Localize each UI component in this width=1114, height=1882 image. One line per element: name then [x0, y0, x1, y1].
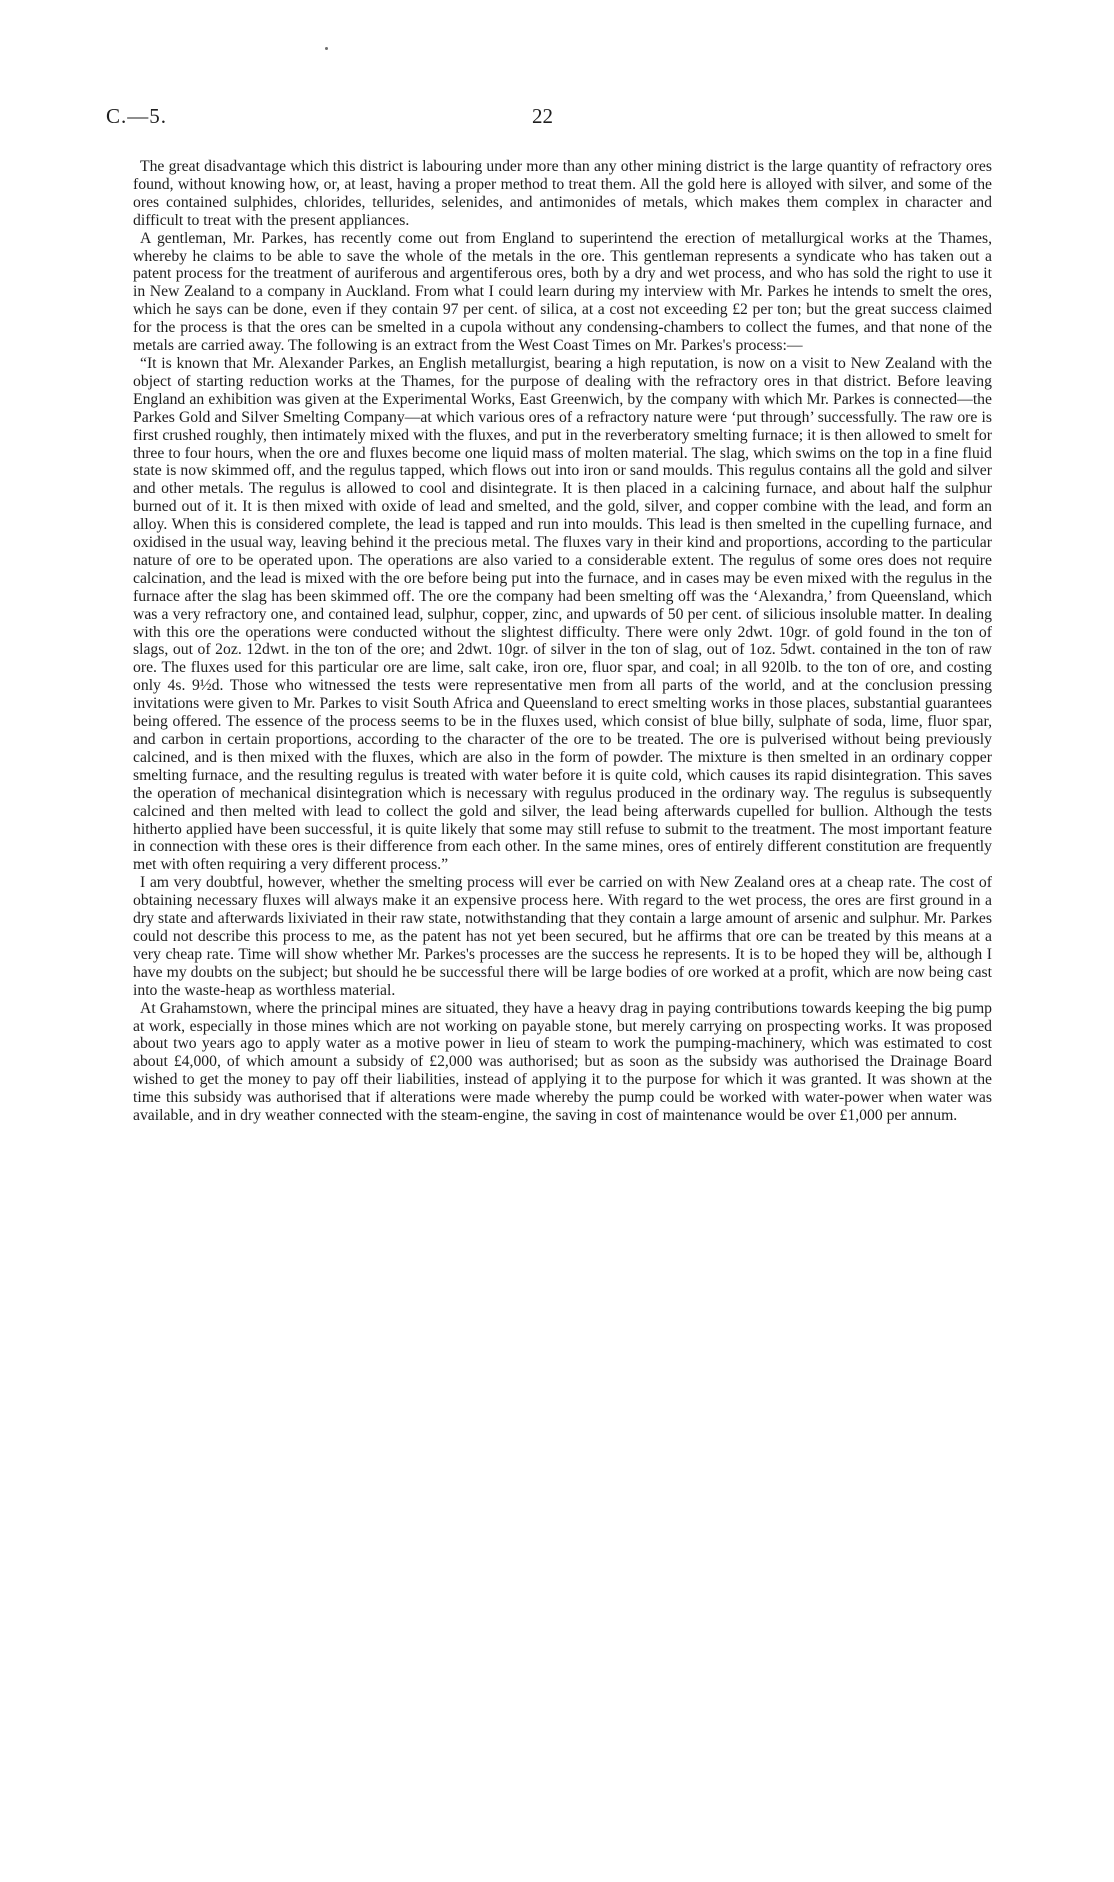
- paragraph-doubtful-process: I am very doubtful, however, whether the smelting process will ever be carried on with New Zealand ores at a cheap rate. The cost of obtaining necessary fluxes will always make it an expensive process here. With regard to the wet process, the ores are first ground in a dry state and afterwards lixiviated in their raw state, notwithstanding that they contain a large amount of arsenic and sulphur. Mr. Parkes could not describe this process to me, as the patent has not yet been secured, but he affirms that ore can be treated by this means at a very cheap rate. Time will show whether Mr. Parkes's processes are the success he represents. It is to be hoped they will be, although I have my doubts on the subject; but should he be successful there will be large bodies of ore worked at a profit, which are now being cast into the waste-heap as worthless material.: [133, 874, 992, 999]
- paper-code: C.—5.: [106, 104, 168, 128]
- body-text: [133, 158, 992, 1125]
- paragraph-grahamstown-pump: At Grahamstown, where the principal mines are situated, they have a heavy drag in paying contributions towards keeping the big pump at work, especially in those mines which are not working on payable stone, but merely carrying on prospecting works. It was proposed about two years ago to apply water as a motive power in lieu of steam to work the pumping-machinery, which was estimated to cost about £4,000, of which amount a subsidy of £2,000 was authorised; but as soon as the subsidy was authorised the Drainage Board wished to get the money to pay off their liabilities, instead of applying it to the purpose for which it was granted. It was shown at the time this subsidy was authorised that if alterations were made whereby the pump could be worked with water-power when water was available, and in dry weather connected with the steam-engine, the saving in cost of maintenance would be over £1,000 per annum.: [133, 999, 992, 1125]
- paragraph-newspaper-extract: “It is known that Mr. Alexander Parkes, an English metallurgist, bearing a high reputation, is now on a visit to New Zealand with the object of starting reduction works at the Thames, for the purpose of dealing with the refractory ores in that district. Before leaving England an exhibition was given at the Experimental Works, East Greenwich, by the company with which Mr. Parkes is connected—the Parkes Gold and Silver Smelting Company—at which various ores of a refractory nature were ‘put through’ successfully. The raw ore is first crushed roughly, then intimately mixed with the fluxes, and put in the reverberatory smelting furnace; it is then allowed to smelt for three to four hours, when the ore and fluxes become one liquid mass of molten material. The slag, which swims on the top in a fine fluid state is now skimmed off, and the regulus tapped, which flows out into iron or sand moulds. This regulus contains all the gold and silver and other metals. The regulus is allowed to cool and disintegrate. It is then placed in a calcining furnace, and about half the sulphur burned out of it. It is then mixed with oxide of lead and smelted, and the gold, silver, and copper combine with the lead, and form an alloy. When this is considered complete, the lead is tapped and run into moulds. This lead is then smelted in the cupelling furnace, and oxidised in the usual way, leaving behind it the precious metal. The fluxes vary in their kind and proportions, according to the particular nature of ore to be operated upon. The operations are also varied to a considerable extent. The regulus of some ores does not require calcination, and the lead is mixed with the ore before being put into the furnace, and in cases may be even mixed with the regulus in the furnace after the slag has been skimmed off. The ore the company had been smelting off was the ‘Alexandra,’ from Queensland, which was a very refractory one, and contained lead, sulphur, copper, zinc, and upwards of 50 per cent. of silicious insoluble matter. In dealing with this ore the operations were conducted without the slightest difficulty. There were only 2dwt. 10gr. of gold found in the ton of slags, out of 2oz. 12dwt. in the ton of the ore; and 2dwt. 10gr. of silver in the ton of slag, out of 1oz. 5dwt. contained in the ton of raw ore. The fluxes used for this particular ore are lime, salt cake, iron ore, fluor spar, and coal; in all 920lb. to the ton of ore, and costing only 4s. 9½d. Those who witnessed the tests were representative men from all parts of the world, and at the conclusion pressing invitations were given to Mr. Parkes to visit South Africa and Queensland to erect smelting works in those places, substantial guarantees being offered. The essence of the process seems to be in the fluxes used, which consist of blue billy, sulphate of soda, lime, fluor spar, and carbon in certain proportions, according to the character of the ore to be treated. The ore is pulverised without being previously calcined, and is then mixed with the fluxes, which are also in the form of powder. The mixture is then smelted in an ordinary copper smelting furnace, and the resulting regulus is treated with water before it is quite cold, which causes its rapid disintegration. This saves the operation of mechanical disintegration which is necessary with regulus produced in the ordinary way. The regulus is subsequently calcined and then melted with lead to collect the gold and silver, the lead being afterwards cupelled for bullion. Although the tests hitherto applied have been successful, it is quite likely that some may still refuse to submit to the treatment. The most important feature in connection with these ores is their difference from each other. In the same mines, ores of entirely different constitution are frequently met with often requiring a very different process.”: [133, 354, 992, 874]
- paragraph-mr-parkes: A gentleman, Mr. Parkes, has recently come out from England to superintend the erection of metallurgical works at the Thames, whereby he claims to be able to save the whole of the metals in the ore. This gentleman represents a syndicate who has taken out a patent process for the treatment of auriferous and argentiferous ores, both by a dry and wet process, and who has sold the right to use it in New Zealand to a company in Auckland. From what I could learn during my interview with Mr. Parkes he intends to smelt the ores, which he says can be done, even if they contain 97 per cent. of silica, at a cost not exceeding £2 per ton; but the great success claimed for the process is that the ores can be smelted in a cupola without any condensing-chambers to collect the fumes, and that none of the metals are carried away. The following is an extract from the West Coast Times on Mr. Parkes's process:—: [133, 229, 992, 355]
- paragraph-refractory-ores: The great disadvantage which this district is labouring under more than any other mining district is the large quantity of refractory ores found, without knowing how, or, at least, having a proper method to treat them. All the gold here is alloyed with silver, and some of the ores contained sulphides, chlorides, tellurides, selenides, and antimonides of metals, which makes them complex in character and difficult to treat with the present appliances.: [133, 158, 992, 229]
- page-number: 22: [532, 104, 553, 128]
- stray-ink-mark: [325, 47, 328, 50]
- page-header: [106, 104, 1006, 134]
